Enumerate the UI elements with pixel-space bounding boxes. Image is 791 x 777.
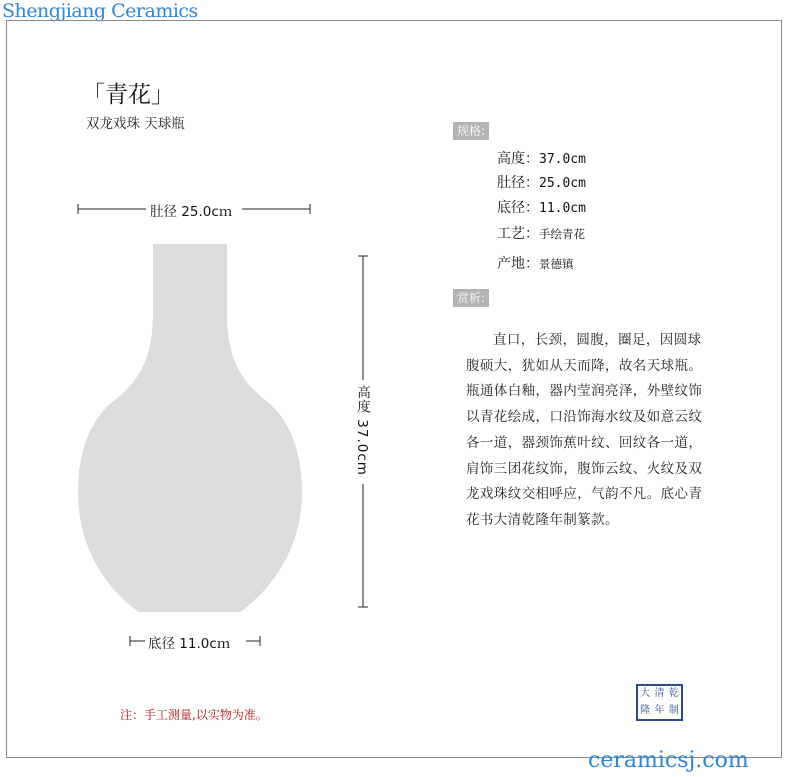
spec-height-label: 高度：: [497, 151, 539, 167]
spec-craft-value: 手绘青花: [539, 227, 585, 241]
spec-height: [497, 148, 586, 168]
product-subtitle: 双龙戏珠 天球瓶: [86, 116, 185, 132]
seal-char: 制: [668, 704, 679, 716]
base-dimension-label: 底径 11.0cｍ: [148, 632, 230, 652]
spec-base: [497, 197, 586, 217]
appreciation-section-label: 赏析:: [453, 289, 489, 307]
spec-section-label: 规格:: [453, 122, 489, 140]
seal-char: 年: [654, 704, 665, 716]
vase-silhouette: [78, 244, 302, 612]
measurement-note: 注：手工测量,以实物为准。: [120, 708, 268, 722]
seal-char: 大: [640, 688, 651, 699]
spec-origin: [497, 253, 574, 273]
height-dimension-label: 高度 37.0cm: [354, 385, 370, 476]
spec-base-label: 底径：: [497, 200, 539, 216]
belly-dimension-label: 肚径 25.0cｍ: [150, 200, 232, 220]
spec-craft-label: 工艺：: [497, 226, 539, 242]
seal-char: 乾: [668, 688, 679, 699]
watermark-bottom: ceramicsj.com: [588, 748, 749, 773]
seal-char: 清: [654, 688, 665, 699]
watermark-top: Shengjiang Ceramics: [2, 0, 198, 22]
page-title: 「青花」: [82, 82, 174, 108]
spec-base-value: 11.0cm: [539, 201, 586, 216]
appreciation-text: 直口，长颈，圆腹，圈足，因圆球腹硕大，犹如从天而降，故名天球瓶。瓶通体白釉，器内莹润亮泽，外壁纹饰以青花绘成，口沿饰海水纹及如意云纹各一道，器颈饰蕉叶纹、回纹各一道，肩饰三团花纹饰，腹饰云纹、火纹及双龙戏珠纹交相呼应，气韵不凡。底心青花书大清乾隆年制篆款。: [466, 332, 703, 528]
seal-char: 隆: [640, 704, 651, 716]
spec-belly-label: 肚径：: [497, 175, 539, 191]
spec-height-value: 37.0cm: [539, 152, 586, 167]
spec-origin-value: 景德镇: [539, 257, 574, 271]
spec-belly-value: 25.0cm: [539, 176, 586, 191]
spec-craft: [497, 223, 585, 243]
spec-belly: [497, 172, 586, 192]
reign-mark-seal: [636, 684, 683, 721]
spec-origin-label: 产地：: [497, 256, 539, 272]
